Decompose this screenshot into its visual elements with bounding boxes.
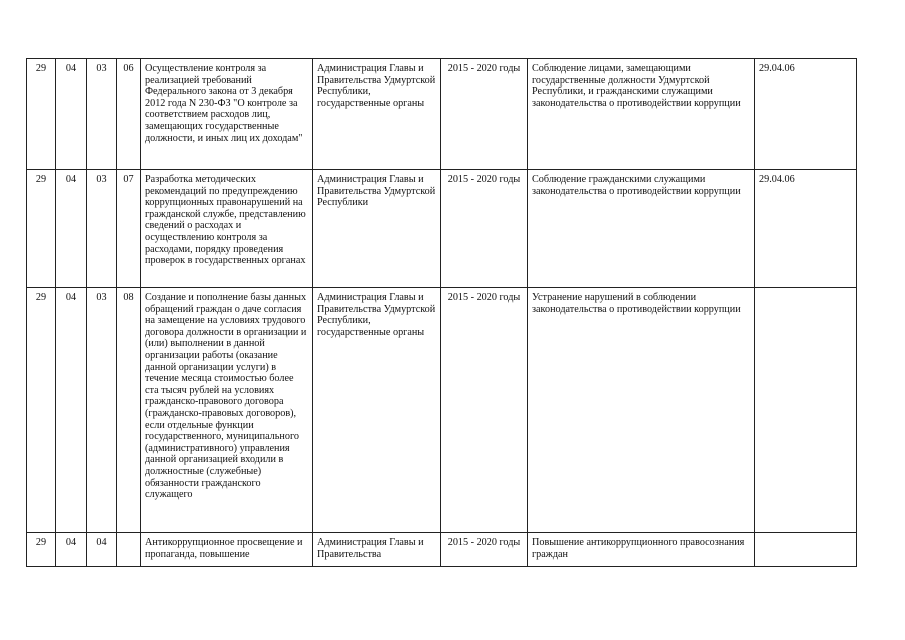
code-m: 08 bbox=[117, 288, 141, 533]
code-pp: 04 bbox=[56, 533, 87, 567]
measure-name: Создание и пополнение базы данных обращений граждан о даче согласия на замещение на условиях трудового договора должности в организации и (или) выполнении в данной организации работы (оказание данной организации услуги) в течение месяца стоимостью более ста тысяч рублей на условиях гражданско-правового договора (гражданско-правовых договоров), если отдельные функции государственного, муниципального (административного) управления данной организацией входили в должностные (служебные) обязанности гражданского служащего bbox=[141, 288, 313, 533]
expected-result: Повышение антикоррупционного правосознания граждан bbox=[528, 533, 755, 567]
executor: Администрация Главы и Правительства bbox=[313, 533, 441, 567]
executor: Администрация Главы и Правительства Удмуртской Республики, государственные органы bbox=[313, 59, 441, 170]
table-row bbox=[27, 533, 857, 567]
period: 2015 - 2020 годы bbox=[441, 170, 528, 288]
period: 2015 - 2020 годы bbox=[441, 59, 528, 170]
code-om: 04 bbox=[87, 533, 117, 567]
code-pp: 04 bbox=[56, 59, 87, 170]
code-gp: 29 bbox=[27, 533, 56, 567]
measure-name: Осуществление контроля за реализацией требований Федерального закона от 3 декабря 2012 года N 230-ФЗ "О контроле за соответствием расходов лиц, замещающих государственные должности, и иных лиц их доходам" bbox=[141, 59, 313, 170]
table-row bbox=[27, 59, 857, 170]
table-row bbox=[27, 288, 857, 533]
period: 2015 - 2020 годы bbox=[441, 288, 528, 533]
indicator-link: 29.04.06 bbox=[755, 170, 857, 288]
indicator-link bbox=[755, 533, 857, 567]
expected-result: Соблюдение лицами, замещающими государственные должности Удмуртской Республики, и гражданскими служащими законодательства о противодействии коррупции bbox=[528, 59, 755, 170]
table-row bbox=[27, 170, 857, 288]
expected-result: Устранение нарушений в соблюдении законодательства о противодействии коррупции bbox=[528, 288, 755, 533]
code-gp: 29 bbox=[27, 170, 56, 288]
code-m: 07 bbox=[117, 170, 141, 288]
expected-result: Соблюдение гражданскими служащими законодательства о противодействии коррупции bbox=[528, 170, 755, 288]
executor: Администрация Главы и Правительства Удмуртской Республики, государственные органы bbox=[313, 288, 441, 533]
code-gp: 29 bbox=[27, 59, 56, 170]
code-m: 06 bbox=[117, 59, 141, 170]
code-om: 03 bbox=[87, 59, 117, 170]
program-table bbox=[26, 58, 857, 567]
executor: Администрация Главы и Правительства Удмуртской Республики bbox=[313, 170, 441, 288]
indicator-link bbox=[755, 288, 857, 533]
measure-name: Разработка методических рекомендаций по предупреждению коррупционных правонарушений на гражданской службе, представлению сведений о расходах и осуществлению контроля за расходами, порядку проведения проверок в государственных органах bbox=[141, 170, 313, 288]
indicator-link: 29.04.06 bbox=[755, 59, 857, 170]
code-gp: 29 bbox=[27, 288, 56, 533]
measure-name: Антикоррупционное просвещение и пропаганда, повышение bbox=[141, 533, 313, 567]
code-m bbox=[117, 533, 141, 567]
period: 2015 - 2020 годы bbox=[441, 533, 528, 567]
code-pp: 04 bbox=[56, 170, 87, 288]
code-pp: 04 bbox=[56, 288, 87, 533]
code-om: 03 bbox=[87, 288, 117, 533]
code-om: 03 bbox=[87, 170, 117, 288]
